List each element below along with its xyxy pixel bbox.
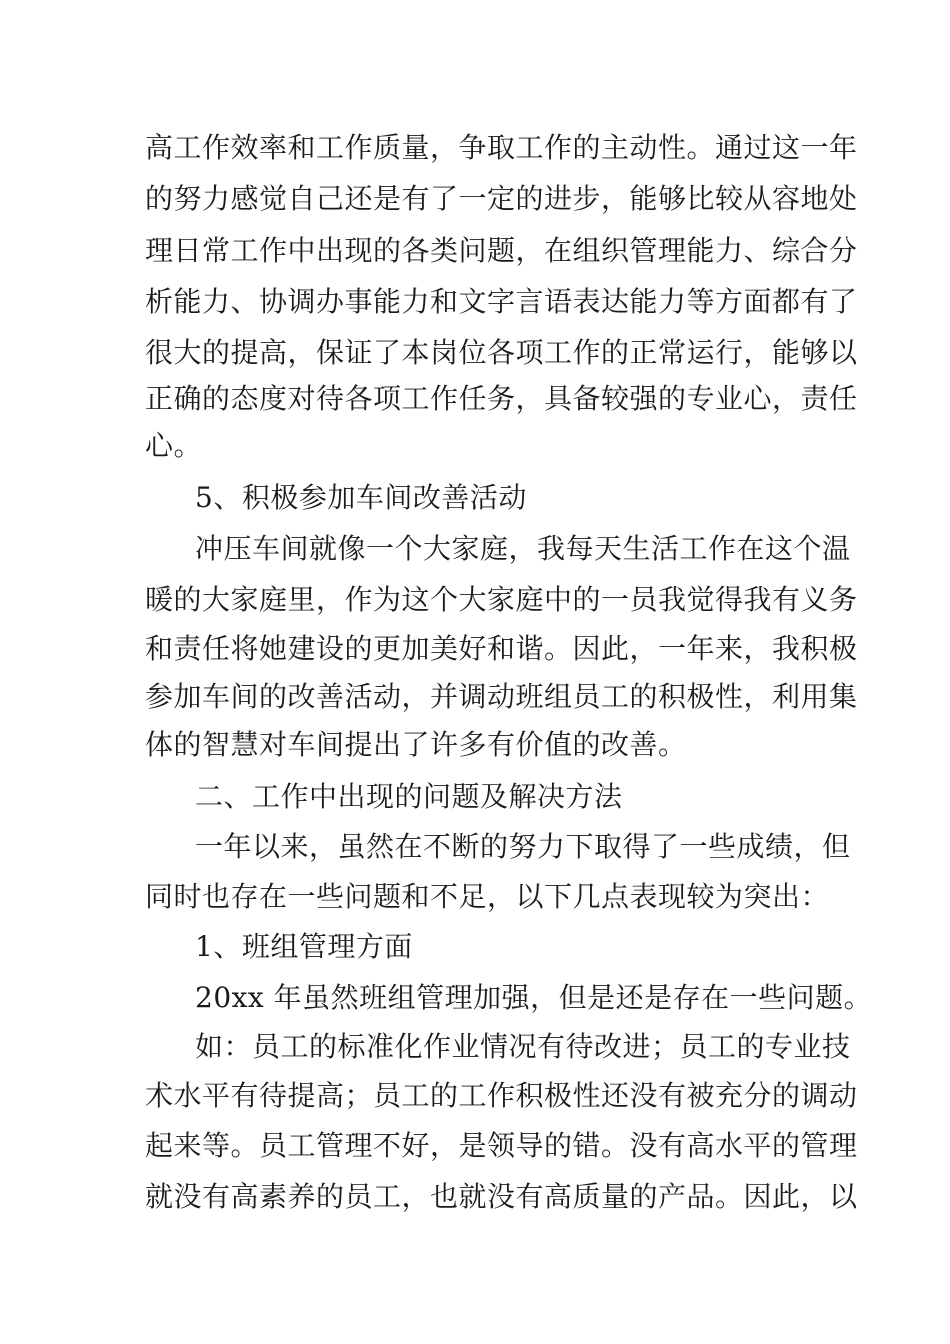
paragraph-line: 冲压车间就像一个大家庭，我每天生活工作在这个温 — [195, 532, 851, 565]
paragraph-line: 如：员工的标准化作业情况有待改进；员工的专业技 — [195, 1030, 851, 1063]
subsection-heading: 1、班组管理方面 — [195, 930, 413, 963]
section-heading: 5、积极参加车间改善活动 — [195, 481, 527, 514]
paragraph-line: 暖的大家庭里，作为这个大家庭中的一员我觉得我有义务 — [145, 583, 858, 616]
paragraph-line: 正确的态度对待各项工作任务，具备较强的专业心，责任 — [145, 382, 858, 415]
paragraph-line: 一年以来，虽然在不断的努力下取得了一些成绩，但 — [195, 830, 851, 863]
paragraph-line: 就没有高素养的员工，也就没有高质量的产品。因此，以 — [145, 1180, 858, 1213]
section-heading: 二、工作中出现的问题及解决方法 — [195, 780, 623, 813]
paragraph-line: 起来等。员工管理不好，是领导的错。没有高水平的管理 — [145, 1129, 858, 1162]
paragraph-line: 高工作效率和工作质量，争取工作的主动性。通过这一年 — [145, 131, 858, 164]
paragraph-line: 同时也存在一些问题和不足，以下几点表现较为突出： — [145, 880, 830, 913]
paragraph-line: 体的智慧对车间提出了许多有价值的改善。 — [145, 728, 687, 761]
paragraph-line: 很大的提高，保证了本岗位各项工作的正常运行，能够以 — [145, 336, 858, 369]
paragraph-line: 术水平有待提高；员工的工作积极性还没有被充分的调动 — [145, 1079, 858, 1112]
paragraph-line: 心。 — [145, 429, 203, 462]
paragraph-line: 的努力感觉自己还是有了一定的进步，能够比较从容地处 — [145, 182, 858, 215]
paragraph-line: 20xx 年虽然班组管理加强，但是还是存在一些问题。 — [195, 981, 873, 1014]
paragraph-line: 析能力、协调办事能力和文字言语表达能力等方面都有了 — [145, 285, 858, 318]
paragraph-line: 理日常工作中出现的各类问题，在组织管理能力、综合分 — [145, 234, 858, 267]
paragraph-line: 和责任将她建设的更加美好和谐。因此，一年来，我积极 — [145, 632, 858, 665]
paragraph-line: 参加车间的改善活动，并调动班组员工的积极性，利用集 — [145, 680, 858, 713]
